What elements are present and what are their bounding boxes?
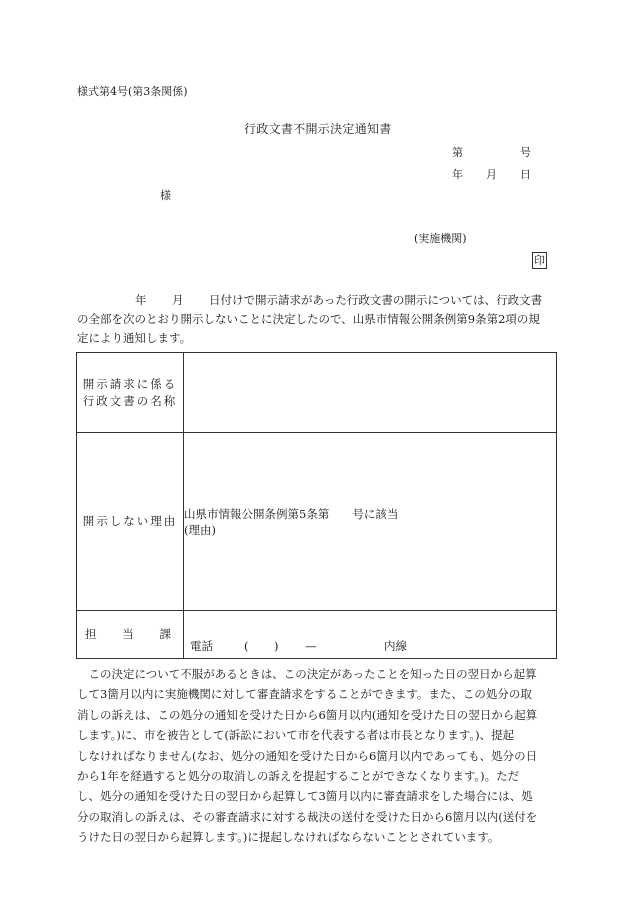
addressee-suffix: 様 <box>160 189 171 202</box>
intro-year: 年 <box>135 293 147 307</box>
appeal-notice <box>77 664 537 848</box>
document-name-label-line-1: 開示請求に係る <box>82 376 178 391</box>
appeal-notice-line: 消しの訴えは、この処分の通知を受けた日から6箇月以内(通知を受けた日の翌日から起算 <box>77 707 538 722</box>
date-day: 日 <box>520 168 531 181</box>
date-month: 月 <box>486 168 497 181</box>
date-year: 年 <box>452 168 463 181</box>
appeal-notice-line: 分の取消しの訴えは、その審査請求に対する裁決の送付を受けた日から6箇月以内(送付を <box>77 809 538 824</box>
phone-label: 電話 <box>190 639 213 653</box>
intro-line-3: 定により通知します。 <box>77 331 192 345</box>
table-row-department <box>77 611 557 659</box>
document-name-label-line-2: 行政文書の名称 <box>82 393 178 408</box>
appeal-notice-line: し、処分の通知を受けた日の翌日から起算して3箇月以内に審査請求をした場合には、処 <box>77 789 533 804</box>
document-name-value <box>184 353 557 433</box>
reason-label <box>77 433 184 611</box>
intro-line-2: の全部を次のとおり開示しないことに決定したので、山県市情報公開条例第9条第2項の規 <box>77 312 540 326</box>
department-label-char-2: 当 <box>122 627 134 641</box>
department-label-char-1: 担 <box>85 627 97 641</box>
appeal-notice-line: この決定について不服があるときは、この決定があったことを知った日の翌日から起算 <box>77 667 537 681</box>
appeal-notice-line: して3箇月以内に実施機関に対して審査請求をすることができます。また、この処分の取 <box>77 687 532 702</box>
decision-table <box>76 352 557 659</box>
intro-rest: 日付けで開示請求があった行政文書の開示については、行政文書 <box>209 293 543 307</box>
table-row-reason <box>77 433 557 611</box>
issuer-label: (実施機関) <box>414 232 467 245</box>
appeal-notice-line: しなければなりません(なお、処分の通知を受けた日から6箇月以内であっても、処分の日 <box>77 748 538 763</box>
phone-paren-open: ( <box>244 639 249 653</box>
document-title: 行政文書不開示決定通知書 <box>244 122 392 136</box>
reason-value <box>184 433 557 611</box>
doc-number-suffix: 号 <box>520 146 531 159</box>
department-value <box>184 611 557 659</box>
seal-mark: 印 <box>534 254 545 267</box>
document-name-label <box>77 353 184 433</box>
reason-note-label: (理由) <box>184 522 216 537</box>
department-label-char-3: 課 <box>159 627 171 641</box>
department-label <box>77 611 184 659</box>
phone-dash: — <box>305 639 317 653</box>
table-row-document-name <box>77 353 557 433</box>
doc-number-prefix: 第 <box>452 146 463 159</box>
form-number-label: 様式第4号(第3条関係) <box>77 85 188 98</box>
appeal-notice-line: うけた日の翌日から起算します。)に提起しなければならないこととされています。 <box>77 830 500 845</box>
reason-clause-text: 山県市情報公開条例第5条第 号に該当 <box>184 506 399 521</box>
reason-label-text: 開示しない理由 <box>82 514 178 528</box>
extension-label: 内線 <box>384 639 407 653</box>
intro-month: 月 <box>172 293 184 307</box>
appeal-notice-line: します。)に、市を被告として(訴訟において市を代表する者は市長となります。)、提起 <box>77 728 515 743</box>
phone-paren-close: ) <box>274 639 279 653</box>
appeal-notice-line: から1年を経過すると処分の取消しの訴えを提起することができなくなります。)。ただ <box>77 769 520 784</box>
